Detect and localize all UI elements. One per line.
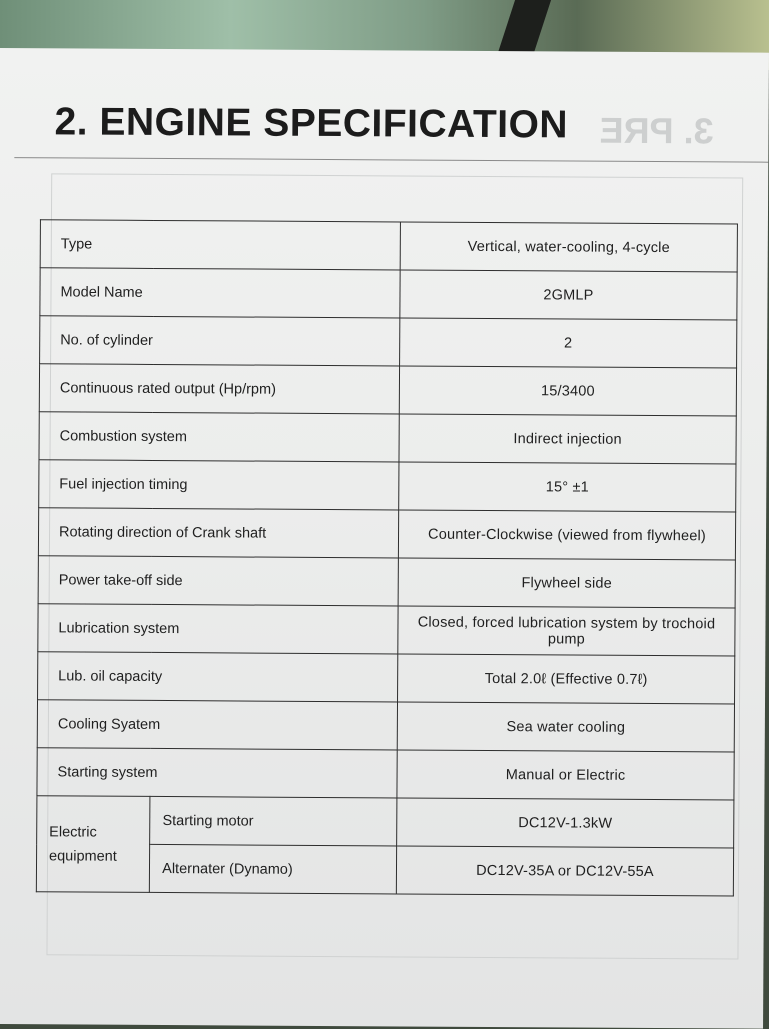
table-row: [38, 604, 735, 656]
table-row: [38, 652, 735, 704]
spec-label-pto: Power take-off side: [38, 556, 398, 606]
spec-label-starting-motor: Starting motor: [150, 796, 397, 846]
spec-label-cooling: Cooling Syatem: [37, 700, 397, 750]
spec-value-starting: Manual or Electric: [397, 750, 734, 800]
table-row: [37, 748, 734, 800]
spec-value-lubrication: Closed, forced lubrication system by trochoid pump: [398, 606, 735, 656]
spec-label-electric: Electric equipment: [36, 796, 150, 893]
spec-value-rotation: Counter-Clockwise (viewed from flywheel): [398, 510, 735, 560]
spec-value-cooling: Sea water cooling: [397, 702, 734, 752]
spec-value-oil-capacity: Total 2.0ℓ (Effective 0.7ℓ): [398, 654, 735, 704]
spec-value-type: Vertical, water-cooling, 4-cycle: [400, 222, 737, 272]
table-row: [37, 700, 734, 752]
spec-value-injection-timing: 15° ±1: [399, 462, 736, 512]
spec-label-type: Type: [40, 220, 400, 270]
spec-label-rotation: Rotating direction of Crank shaft: [38, 508, 398, 558]
spec-label-oil-capacity: Lub. oil capacity: [38, 652, 398, 702]
table-row: [40, 268, 737, 320]
table-row: [38, 508, 735, 560]
table-row: [40, 316, 737, 368]
spec-value-pto: Flywheel side: [398, 558, 735, 608]
spec-label-starting: Starting system: [37, 748, 397, 798]
table-row: [37, 796, 734, 848]
spec-value-starting-motor: DC12V-1.3kW: [397, 798, 734, 848]
table-row: [40, 220, 737, 272]
table-row: [39, 460, 736, 512]
spec-value-output: 15/3400: [399, 366, 736, 416]
spec-value-alternator: DC12V-35A or DC12V-55A: [396, 846, 733, 896]
spec-label-lubrication: Lubrication system: [38, 604, 398, 654]
spec-value-combustion: Indirect injection: [399, 414, 736, 464]
spec-label-cylinders: No. of cylinder: [40, 316, 400, 366]
table-row: [39, 364, 736, 416]
spec-label-output: Continuous rated output (Hp/rpm): [39, 364, 399, 414]
table-row: [38, 556, 735, 608]
spec-label-model: Model Name: [40, 268, 400, 318]
spec-label-injection-timing: Fuel injection timing: [39, 460, 399, 510]
page-title: 2. ENGINE SPECIFICATION: [54, 100, 569, 147]
table-row: [39, 412, 736, 464]
bleed-through-title: 3. PRE: [599, 109, 714, 152]
manual-page: [0, 48, 769, 1029]
spec-value-cylinders: 2: [400, 318, 737, 368]
spec-label-combustion: Combustion system: [39, 412, 399, 462]
spec-value-model: 2GMLP: [400, 270, 737, 320]
title-rule: [14, 157, 768, 163]
engine-spec-table: [36, 219, 738, 896]
spec-label-alternator: Alternater (Dynamo): [150, 844, 397, 894]
